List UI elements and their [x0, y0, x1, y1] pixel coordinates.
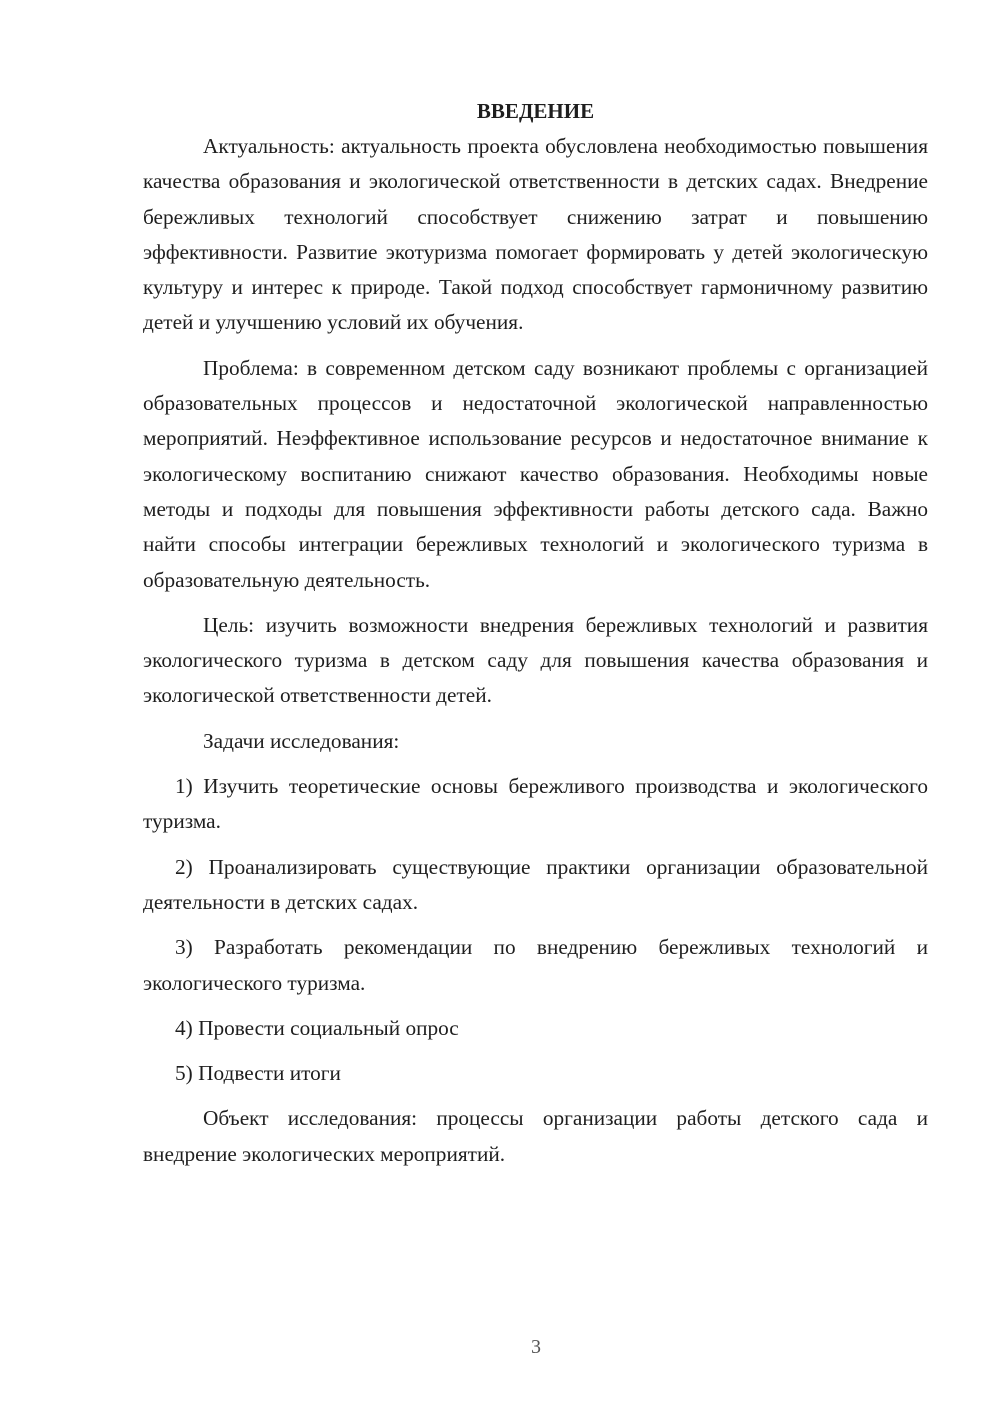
task-item-1: 1) Изучить теоретические основы бережливого производства и экологического туризма. — [143, 774, 928, 834]
page-title: ВВЕДЕНИЕ — [476, 99, 595, 123]
tasks-heading: Задачи исследования: — [203, 728, 400, 753]
task-item-2: 2) Проанализировать существующие практики организации образовательной деятельности в детских садах. — [143, 854, 928, 914]
goal-paragraph: Цель: изучить возможности внедрения бережливых технологий и развития экологического туризма в детском саду для повышения качества образования и экологической ответственности детей. — [143, 612, 928, 708]
relevance-paragraph: Актуальность: актуальность проекта обусловлена необходимостью повышения качества образования и экологической ответственности в детских садах. Внедрение бережливых технологий способствует снижению затрат и повышению эффективности. Развитие экотуризма помогает формировать у детей экологическую культуру и интерес к природе. Такой подход способствует гармоничному развитию детей и улучшению условий их обучения. — [143, 134, 928, 335]
problem-paragraph: Проблема: в современном детском саду возникают проблемы с организацией образовательных процессов и недостаточной экологической направленностью мероприятий. Неэффективное использование ресурсов и недостаточное внимание к экологическому воспитанию снижают качество образования. Необходимы новые методы и подходы для повышения эффективности работы детского сада. Важно найти способы интеграции бережливых технологий и экологического туризма в образовательную деятельность. — [143, 355, 928, 592]
task-item-3: 3) Разработать рекомендации по внедрению бережливых технологий и экологического туризма. — [143, 935, 928, 995]
task-item-5: 5) Подвести итоги — [175, 1061, 341, 1086]
object-paragraph: Объект исследования: процессы организации работы детского сада и внедрение экологических мероприятий. — [143, 1106, 928, 1166]
document-page — [143, 96, 928, 1172]
page-number: 3 — [531, 1336, 541, 1358]
task-item-4: 4) Провести социальный опрос — [175, 1015, 459, 1040]
